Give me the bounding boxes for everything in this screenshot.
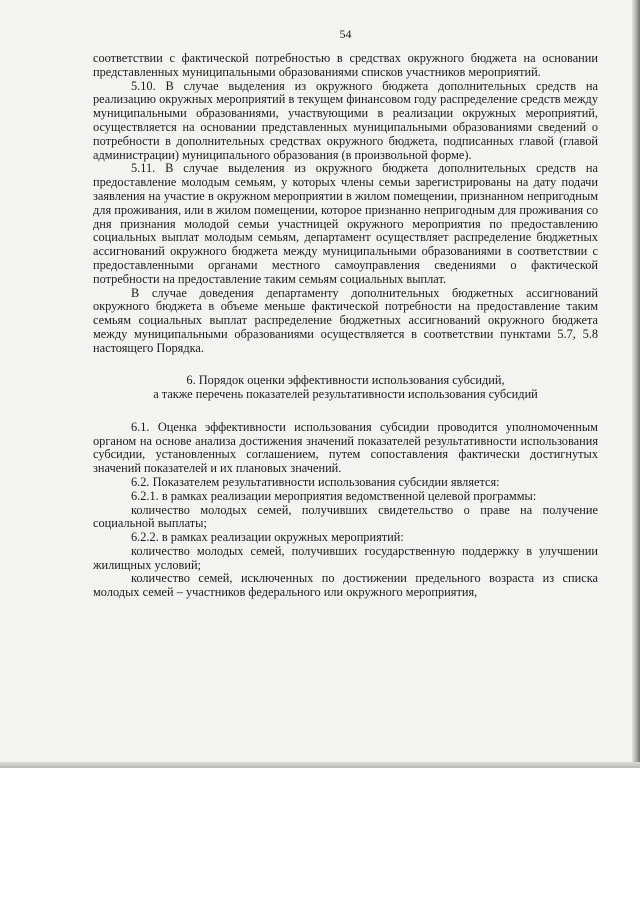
paragraph-6-1: 6.1. Оценка эффективности использования субсидии проводится уполномоченным органом на основе анализа достижения значений показателей результативности использования субсидии, установленных соглашением, путем сопоставления фактически достигнутых значений показателей и их плановых значений. <box>93 419 598 476</box>
paragraph-6-2-2-indicator-support: количество молодых семей, получивших государственную поддержку в улучшении жилищных условий; <box>93 543 598 572</box>
paragraph-6-2-2: 6.2.2. в рамках реализации окружных мероприятий: <box>131 530 404 545</box>
scan-shadow-bottom <box>0 762 640 768</box>
paragraph-continuation: соответствии с фактической потребностью в средствах окружного бюджета на основании представленных муниципальными образованиями списков участников мероприятий. <box>93 51 598 79</box>
section-6-heading-line-1: 6. Порядок оценки эффективности использования субсидий, <box>186 372 505 387</box>
scan-shadow-right <box>632 0 640 768</box>
page-number: 54 <box>339 27 352 41</box>
document-body <box>93 28 598 600</box>
paragraph-6-2: 6.2. Показателем результативности использования субсидии является: <box>131 474 500 489</box>
section-6-heading <box>93 373 598 402</box>
section-6-heading-line-2: а также перечень показателей результативности использования субсидий <box>153 387 538 402</box>
paragraph-6-2-1-indicator: количество молодых семей, получивших свидетельство о праве на получение социальной выплаты; <box>93 502 598 531</box>
paragraph-5-11: 5.11. В случае выделения из окружного бюджета дополнительных средств на предоставление молодым семьям, у которых члены семьи зарегистрированы на дату подачи заявления на участие в окружном мероприятии в жилом помещении, признанном непригодным для проживания, или в жилом помещении, которое признанно непригодным для проживания со дня признания молодой семьи участницей окружного мероприятия по предоставлению социальных выплат молодым семьям, департамент осуществляет распределение бюджетных ассигнований окружного бюджета между муниципальными образованиями в соответствии с предоставленными органами местного самоуправления сведениями о фактической потребности на предоставление таким семьям социальных выплат. <box>93 161 598 286</box>
paragraph-5-11-insufficient-funds: В случае доведения департаменту дополнительных бюджетных ассигнований окружного бюджета в объеме меньше фактической потребности на предоставление таким семьям социальных выплат распределение бюджетных ассигнований окружного бюджета между муниципальными образованиями осуществляется в соответствии пунктами 5.7, 5.8 настоящего Порядка. <box>93 285 598 355</box>
paragraph-6-2-2-indicator-excluded: количество семей, исключенных по достижении предельного возраста из списка молодых семей – участников федерального или окружного мероприятия, <box>93 571 598 600</box>
paragraph-5-10: 5.10. В случае выделения из окружного бюджета дополнительных средств на реализацию окружных мероприятий в текущем финансовом году распределение средств между муниципальными образованиями, участвующими в реализации окружных мероприятий, осуществляется на основании представленных муниципальными образованиями сведений о потребности в дополнительных средствах окружного бюджета, подписанных главой (главой администрации) муниципального образования (в произвольной форме). <box>93 78 598 162</box>
paragraph-6-2-1: 6.2.1. в рамках реализации мероприятия ведомственной целевой программы: <box>131 488 537 503</box>
